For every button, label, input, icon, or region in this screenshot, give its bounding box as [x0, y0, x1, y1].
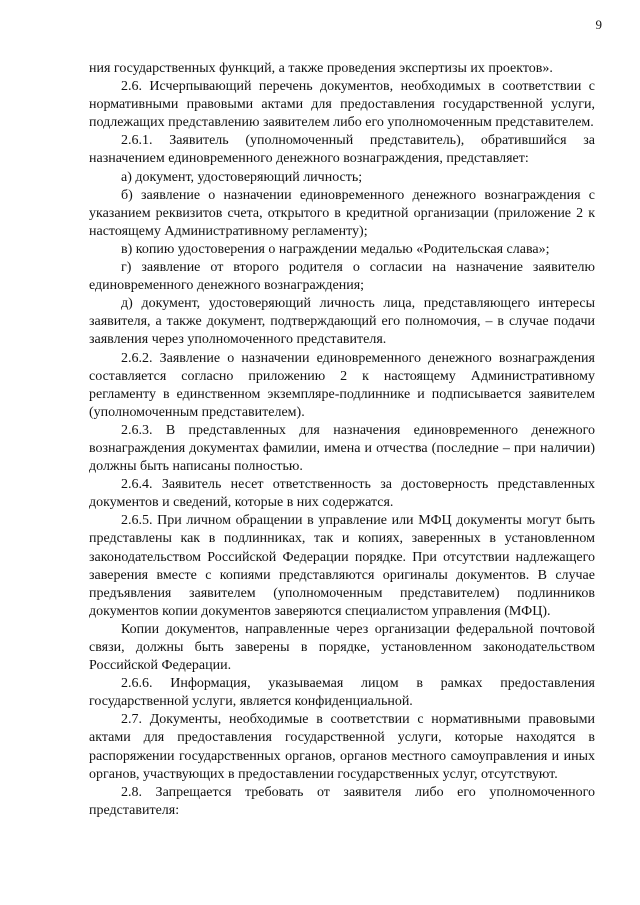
page-body [89, 60, 595, 820]
paragraph-2-6-1: 2.6.1. Заявитель (уполномоченный представитель), обратившийся за назначением единовременного денежного вознаграждения, представляет: [89, 133, 595, 167]
paragraph-2-6-6: 2.6.6. Информация, указываемая лицом в рамках предоставления государственной услуги, является конфиденциальной. [89, 676, 595, 710]
list-item-g: г) заявление от второго родителя о согласии на назначение заявителю единовременного денежного вознаграждения; [89, 260, 595, 294]
paragraph-2-6: 2.6. Исчерпывающий перечень документов, необходимых в соответствии с нормативными правовыми актами для предоставления государственной услуги, подлежащих представлению заявителем либо его уполномоченным представителем. [89, 79, 595, 131]
paragraph-postal-copies: Копии документов, направленные через организации федеральной почтовой связи, должны быть заверены в порядке, установленном законодательством Российской Федерации. [89, 621, 595, 674]
paragraph-2-6-2: 2.6.2. Заявление о назначении единовременного денежного вознаграждения составляется согласно приложению 2 к настоящему Административному регламенту в единственном экземпляре-подлиннике и подписывается заявителем (уполномоченным представителем). [89, 350, 595, 420]
list-item-a: а) документ, удостоверяющий личность; [121, 169, 363, 185]
paragraph-2-6-5: 2.6.5. При личном обращении в управление или МФЦ документы могут быть представлены как в подлинниках, так и копиях, заверенных в установленном законодательством Российской Федерации порядке. При отсутствии надлежащего заверения вместе с копиями представляются оригиналы документов. В случае предъявления заявителем (уполномоченным представителем) подлинников документов копии документов заверяются специалистом управления (МФЦ). [89, 513, 595, 619]
page-number: 9 [595, 17, 602, 32]
list-item-d: д) документ, удостоверяющий личность лица, представляющего интересы заявителя, а также документ, подтверждающий его полномочия, – в случае подачи заявления через уполномоченного представителя. [89, 296, 595, 348]
paragraph-2-7: 2.7. Документы, необходимые в соответствии с нормативными правовыми актами для предоставления государственной услуги, которые находятся в распоряжении государственных органов, органов местного самоуправления и иных органов, участвующих в предоставлении государственных услуг, отсутствуют. [89, 712, 595, 782]
paragraph-2-6-4: 2.6.4. Заявитель несет ответственность за достоверность представленных документов и сведений, которые в них содержатся. [89, 477, 595, 511]
paragraph-continuation: ния государственных функций, а также проведения экспертизы их проектов». [89, 61, 553, 76]
list-item-b: б) заявление о назначении единовременного денежного вознаграждения с указанием реквизитов счета, открытого в кредитной организации (приложение 2 к настоящему Административному регламенту); [89, 187, 595, 239]
paragraph-2-8: 2.8. Запрещается требовать от заявителя либо его уполномоченного представителя: [89, 784, 595, 818]
list-item-v: в) копию удостоверения о награждении медалью «Родительская слава»; [121, 241, 550, 257]
paragraph-2-6-3: 2.6.3. В представленных для назначения единовременного денежного вознаграждения документах фамилии, имена и отчества (последние – при наличии) должны быть написаны полностью. [89, 422, 595, 475]
